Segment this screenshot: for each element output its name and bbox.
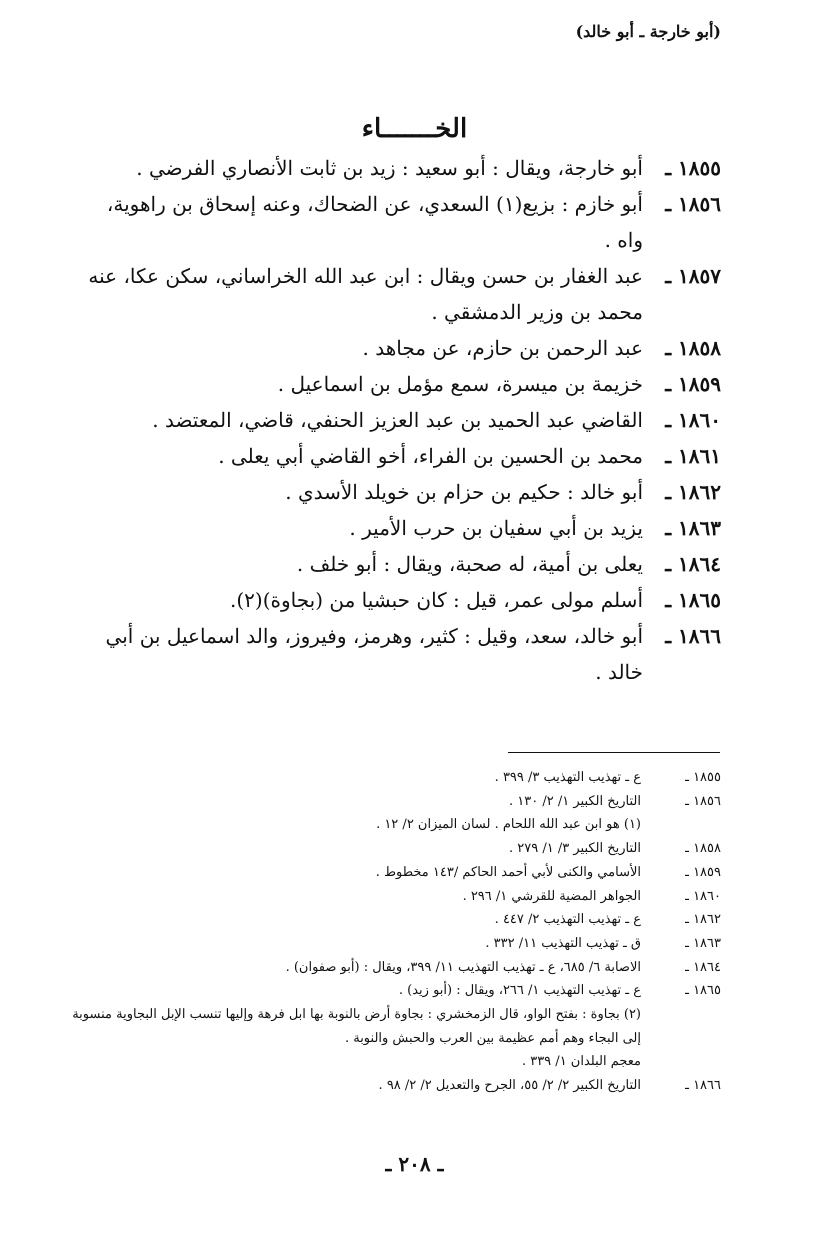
footnote-text: التاريخ الكبير ٢/ ٢/ ٥٥، الجرح والتعديل ٢/ ٢/ ٩٨ .: [378, 1078, 641, 1094]
section-title: الخـــــــاء: [361, 114, 468, 144]
entry-number: ١٨٥٨ ـ: [665, 336, 721, 360]
footnote-number: ١٨٥٨ ـ: [685, 841, 721, 857]
entry-row: [81, 150, 721, 186]
entry-row: [81, 438, 721, 474]
footnote-number: [641, 1050, 721, 1074]
entry-text: يعلى بن أمية، له صحبة، ويقال : أبو خلف .: [296, 552, 643, 576]
entry-number: ١٨٥٥ ـ: [665, 156, 721, 180]
footnote-text: ع ـ تهذيب التهذيب ٣/ ٣٩٩ .: [494, 770, 641, 785]
footnote-text: معجم البلدان ١/ ٣٣٩ .: [521, 1054, 641, 1070]
footnote-row: [71, 861, 721, 885]
entry-list: [81, 150, 721, 690]
footnote-text: ع ـ تهذيب التهذيب ٢/ ٤٤٧ .: [494, 912, 641, 928]
footnote-row: [71, 885, 721, 909]
entry-text: عبد الرحمن بن حازم، عن مجاهد .: [362, 336, 643, 360]
footnote-row: [71, 1050, 721, 1074]
footnote-row: [71, 932, 721, 956]
entry-number: ١٨٥٧ ـ: [665, 264, 721, 288]
footnote-row: [71, 790, 721, 814]
footnote-text: ق ـ تهذيب التهذيب ١١/ ٣٣٢ .: [485, 935, 641, 951]
entry-row: [81, 618, 721, 690]
footnote-divider: [508, 752, 720, 753]
entry-number: ١٨٦٢ ـ: [665, 480, 721, 504]
footnote-row: [71, 837, 721, 861]
entry-text: أبو خارجة، ويقال : أبو سعيد : زيد بن ثابت الأنصاري الفرضي .: [136, 156, 643, 180]
footnote-number: ١٨٦٣ ـ: [685, 935, 721, 951]
entry-number: ١٨٥٦ ـ: [665, 192, 721, 216]
footnote-row: [71, 813, 721, 837]
entry-row: [81, 474, 721, 510]
entry-row: [81, 258, 721, 330]
entry-text: أبو خالد : حكيم بن حزام بن خويلد الأسدي .: [285, 480, 643, 504]
footnote-text: التاريخ الكبير ١/ ٢/ ١٣٠ .: [509, 793, 641, 809]
entry-text: أبو خالد، سعد، وقيل : كثير، وهرمز، وفيروز، والد اسماعيل بن أبي خالد .: [105, 624, 643, 684]
footnote-list: [71, 766, 721, 1098]
footnote-row: [71, 1074, 721, 1098]
footnote-row: [71, 956, 721, 980]
entry-number: ١٨٦٠ ـ: [665, 408, 721, 432]
entry-row: [81, 510, 721, 546]
entry-row: [81, 582, 721, 618]
footnote-number: ١٨٥٩ ـ: [685, 864, 721, 880]
footnote-text: التاريخ الكبير ٣/ ١/ ٢٧٩ .: [509, 841, 641, 857]
footnote-number: ١٨٦٦ ـ: [685, 1078, 721, 1094]
entry-row: [81, 330, 721, 366]
footnote-number: ١٨٦٠ ـ: [685, 888, 721, 904]
entry-row: [81, 402, 721, 438]
footnote-text: الاصابة ٦/ ٦٨٥، ع ـ تهذيب التهذيب ١١/ ٣٩٩، ويقال : (أبو صفوان) .: [285, 959, 641, 975]
footnote-number: [641, 1003, 721, 1050]
entry-row: [81, 366, 721, 402]
footnote-number: ١٨٦٢ ـ: [685, 912, 721, 928]
footnote-number: ١٨٦٤ ـ: [685, 959, 721, 975]
entry-text: خزيمة بن ميسرة، سمع مؤمل بن اسماعيل .: [277, 372, 643, 396]
entry-text: أبو خازم : بزيع(١) السعدي، عن الضحاك، وعنه إسحاق بن راهوية، واه .: [106, 192, 643, 252]
entry-number: ١٨٦٥ ـ: [665, 588, 721, 612]
entry-text: عبد الغفار بن حسن ويقال : ابن عبد الله الخراساني، سكن عكا، عنه محمد بن وزير الدمشقي .: [88, 264, 643, 324]
entry-number: ١٨٦٦ ـ: [665, 624, 721, 648]
entry-text: يزيد بن أبي سفيان بن حرب الأمير .: [349, 516, 643, 540]
entry-number: ١٨٦١ ـ: [665, 444, 721, 468]
footnote-row: [71, 766, 721, 790]
entry-number: ١٨٥٩ ـ: [665, 372, 721, 396]
footnote-number: ١٨٥٦ ـ: [685, 793, 721, 809]
footnote-row: [71, 1003, 721, 1050]
entry-row: [81, 186, 721, 258]
footnote-text: (٢) بجاوة : بفتح الواو، قال الزمخشري : بجاوة أرض بالنوبة بها ابل فرهة وإليها تنسب الإبل البجاوية منسوبة إلى البجاء وهم أمم عظيمة بين العرب والحبش والنوبة .: [72, 1007, 641, 1046]
entry-row: [81, 546, 721, 582]
footnote-text: ع ـ تهذيب التهذيب ١/ ٢٦٦، ويقال : (أبو زيد) .: [398, 983, 641, 999]
footnote-text: الجواهر المضية للقرشي ١/ ٢٩٦ .: [462, 888, 641, 904]
footnote-number: ١٨٦٥ ـ: [685, 983, 721, 999]
footnote-text: (١) هو ابن عبد الله اللحام . لسان الميزان ٢/ ١٢ .: [376, 817, 641, 833]
entry-number: ١٨٦٣ ـ: [665, 516, 721, 540]
entry-text: أسلم مولى عمر، قيل : كان حبشيا من (بجاوة)(٢).: [229, 588, 643, 612]
page-number: ـ ٢٠٨ ـ: [385, 1152, 444, 1176]
footnote-number: ١٨٥٥ ـ: [685, 770, 721, 785]
running-header: (أبو خارجة ـ أبو خالد): [575, 22, 721, 41]
entry-text: محمد بن الحسين بن الفراء، أخو القاضي أبي يعلى .: [218, 444, 643, 468]
footnote-text: الأسامي والكنى لأبي أحمد الحاكم /١٤٣ مخطوط .: [375, 864, 641, 880]
footnote-row: [71, 908, 721, 932]
entry-text: القاضي عبد الحميد بن عبد العزيز الحنفي، قاضي، المعتضد .: [152, 408, 643, 432]
footnote-number: [641, 813, 721, 837]
entry-number: ١٨٦٤ ـ: [665, 552, 721, 576]
footnote-row: [71, 979, 721, 1003]
